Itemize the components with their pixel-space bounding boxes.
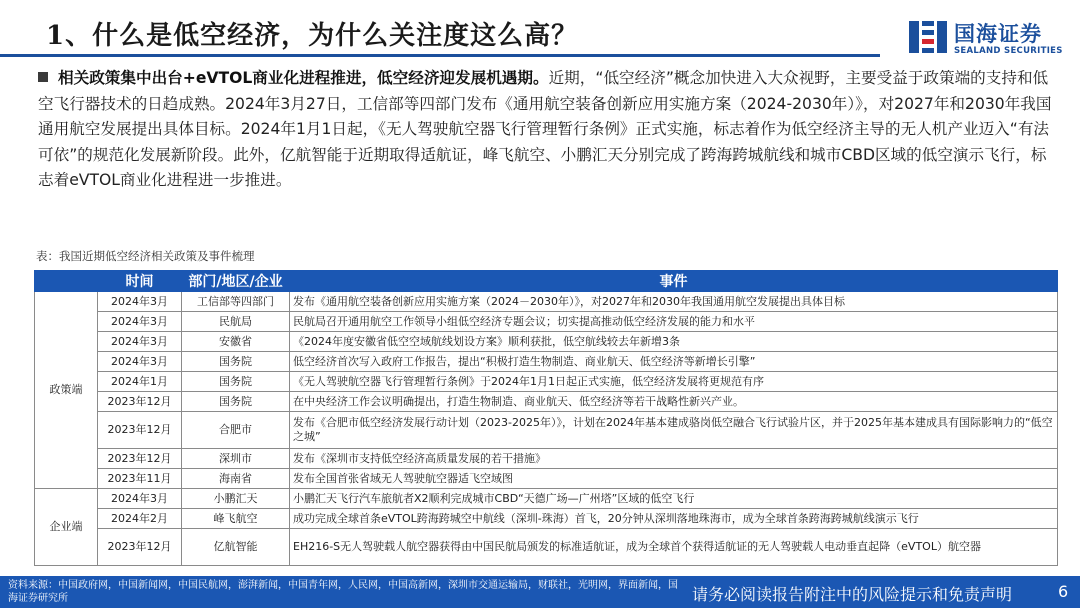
cell-event: 发布《合肥市低空经济发展行动计划（2023-2025年）》，计划在2024年基本建成骆岗低空融合飞行试验片区，并于2025年基本建成具有国际影响力的“低空之城” — [290, 412, 1058, 449]
cell-dept: 峰飞航空 — [182, 509, 290, 529]
cell-dept: 国务院 — [182, 392, 290, 412]
logo-chinese-name: 国海证券 — [954, 22, 1042, 46]
table-row — [35, 489, 1058, 509]
table-row — [35, 352, 1058, 372]
cell-event: 发布《通用航空装备创新应用实施方案（2024－2030年）》，对2027年和2030年我国通用航空发展提出具体目标 — [290, 292, 1058, 312]
table-row — [35, 412, 1058, 449]
footer-source: 资料来源：中国政府网，中国新闻网，中国民航网，澎湃新闻，中国青年网，人民网，中国高新网，深圳市交通运输局，财联社，光明网，界面新闻，国海证券研究所 — [8, 580, 678, 604]
cell-dept: 合肥市 — [182, 412, 290, 449]
title-underline — [0, 54, 880, 57]
cell-dept: 国务院 — [182, 372, 290, 392]
table-row — [35, 292, 1058, 312]
header-blank — [35, 271, 98, 292]
cell-time: 2024年2月 — [98, 509, 182, 529]
logo-english-name: SEALAND SECURITIES — [954, 46, 1063, 56]
cell-event: 在中央经济工作会议明确提出，打造生物制造、商业航天、低空经济等若干战略性新兴产业。 — [290, 392, 1058, 412]
cell-dept: 国务院 — [182, 352, 290, 372]
cell-dept: 亿航智能 — [182, 529, 290, 566]
cell-event: 小鹏汇天飞行汽车旅航者X2顺利完成城市CBD“天德广场—广州塔”区域的低空飞行 — [290, 489, 1058, 509]
page-title: 1、什么是低空经济，为什么关注度这么高？ — [46, 21, 579, 51]
footer-disclaimer: 请务必阅读报告附注中的风险提示和免责声明 — [692, 585, 1013, 604]
header-event: 事件 — [290, 271, 1058, 292]
cell-dept: 小鹏汇天 — [182, 489, 290, 509]
cell-time: 2023年12月 — [98, 412, 182, 449]
cell-time: 2024年1月 — [98, 372, 182, 392]
cell-event: 《无人驾驶航空器飞行管理暂行条例》于2024年1月1日起正式实施，低空经济发展将更规范有序 — [290, 372, 1058, 392]
cell-dept: 安徽省 — [182, 332, 290, 352]
cell-event: EH216-S无人驾驶载人航空器获得由中国民航局颁发的标准适航证，成为全球首个获得适航证的无人驾驶载人电动垂直起降（eVTOL）航空器 — [290, 529, 1058, 566]
table-row — [35, 372, 1058, 392]
cell-dept: 民航局 — [182, 312, 290, 332]
cell-time: 2024年3月 — [98, 489, 182, 509]
header-dept: 部门/地区/企业 — [182, 271, 290, 292]
square-bullet-icon — [38, 72, 48, 82]
table-caption: 表：我国近期低空经济相关政策及事件梳理 — [36, 249, 255, 263]
header-time: 时间 — [98, 271, 182, 292]
cell-time: 2024年3月 — [98, 352, 182, 372]
sealand-logo-icon — [908, 18, 948, 56]
table-row — [35, 332, 1058, 352]
cell-time: 2023年12月 — [98, 392, 182, 412]
cell-event: 《2024年度安徽省低空空域航线划设方案》顺利获批，低空航线较去年新增3条 — [290, 332, 1058, 352]
cell-event: 民航局召开通用航空工作领导小组低空经济专题会议；切实提高推动低空经济发展的能力和水平 — [290, 312, 1058, 332]
page-number: 6 — [1058, 582, 1069, 601]
paragraph-lead: 相关政策集中出台+eVTOL商业化进程推进，低空经济迎发展机遇期。 — [58, 69, 549, 87]
cell-dept: 深圳市 — [182, 449, 290, 469]
cell-dept: 工信部等四部门 — [182, 292, 290, 312]
table-header-row — [35, 271, 1058, 292]
table-row — [35, 509, 1058, 529]
company-logo — [908, 16, 1068, 62]
cell-time: 2023年11月 — [98, 469, 182, 489]
cell-time: 2023年12月 — [98, 449, 182, 469]
cell-event: 成功完成全球首条eVTOL跨海跨城空中航线（深圳-珠海）首飞，20分钟从深圳落地珠海市，成为全球首条跨海跨城航线演示飞行 — [290, 509, 1058, 529]
cell-time: 2024年3月 — [98, 292, 182, 312]
table-row — [35, 529, 1058, 566]
footer-bar — [0, 576, 1080, 608]
cell-event: 发布全国首张省域无人驾驶航空器适飞空域图 — [290, 469, 1058, 489]
cell-dept: 海南省 — [182, 469, 290, 489]
cell-event: 发布《深圳市支持低空经济高质量发展的若干措施》 — [290, 449, 1058, 469]
cell-event: 低空经济首次写入政府工作报告，提出“积极打造生物制造、商业航天、低空经济等新增长引擎” — [290, 352, 1058, 372]
group-label: 政策端 — [35, 292, 98, 489]
cell-time: 2024年3月 — [98, 332, 182, 352]
cell-time: 2024年3月 — [98, 312, 182, 332]
table-body — [35, 292, 1058, 566]
cell-time: 2023年12月 — [98, 529, 182, 566]
summary-paragraph — [38, 66, 1058, 194]
table-row — [35, 449, 1058, 469]
group-label: 企业端 — [35, 489, 98, 566]
table-row — [35, 312, 1058, 332]
paragraph-body: 近期，“低空经济”概念加快进入大众视野，主要受益于政策端的支持和低空飞行器技术的日趋成熟。2024年3月27日，工信部等四部门发布《通用航空装备创新应用实施方案（2024-2030年）》，对2027年和2030年我国通用航空发展提出具体目标。2024年1月1日起，《无人驾驶航空器飞行管理暂行条例》正式实施，标志着作为低空经济主导的无人机产业迈入“有法可依”的规范化发展新阶段。此外，亿航智能于近期取得适航证，峰飞航空、小鹏汇天分别完成了跨海跨城航线和城市CBD区域的低空演示飞行，标志着eVTOL商业化进程进一步推进。 — [38, 69, 1052, 189]
table-row — [35, 392, 1058, 412]
table-row — [35, 469, 1058, 489]
events-table — [34, 270, 1058, 566]
